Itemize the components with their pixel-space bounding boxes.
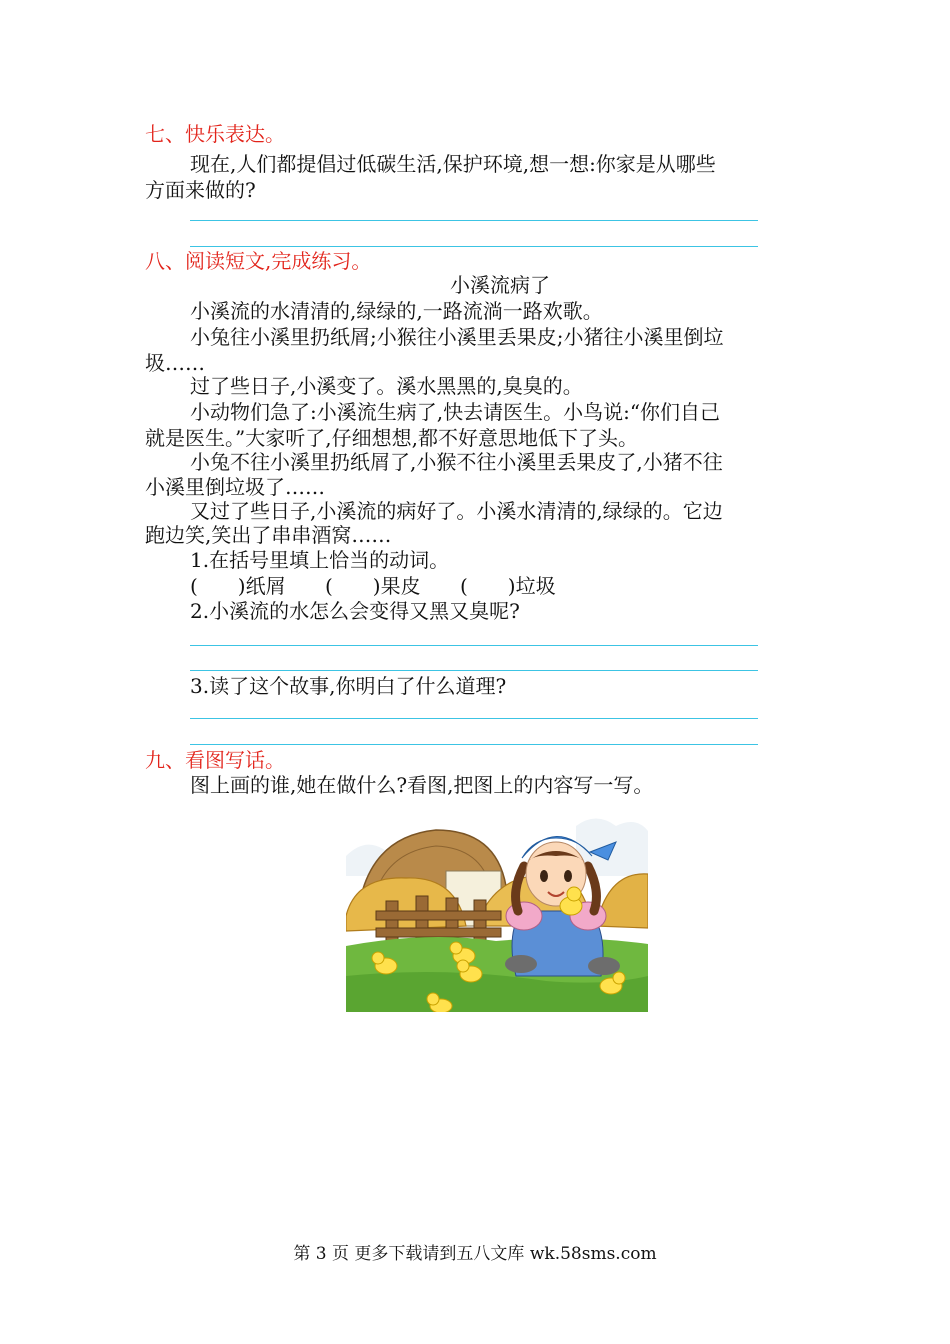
fill-blank-garbage[interactable]: ( )垃圾 <box>460 574 556 598</box>
story-line: 小兔往小溪里扔纸屑;小猴往小溪里丢果皮;小猪往小溪里倒垃 <box>190 325 724 349</box>
fill-blank-fruit-peel[interactable]: ( )果皮 <box>325 574 421 598</box>
story-line: 小溪流的水清清的,绿绿的,一路流淌一路欢歌。 <box>190 299 603 323</box>
page-footer: 第 3 页 更多下载请到五八文库 wk.58sms.com <box>293 1244 657 1264</box>
section-9-prompt: 图上画的谁,她在做什么?看图,把图上的内容写一写。 <box>190 773 654 797</box>
section-8-heading: 八、阅读短文,完成练习。 <box>145 249 372 273</box>
answer-line <box>190 744 758 745</box>
question-1: 1.在括号里填上恰当的动词。 <box>190 548 450 572</box>
fill-blank-paper-scraps[interactable]: ( )纸屑 <box>190 574 286 598</box>
story-title: 小溪流病了 <box>450 273 550 297</box>
section-9-heading: 九、看图写话。 <box>145 748 285 772</box>
question-3: 3.读了这个故事,你明白了什么道理? <box>190 674 507 698</box>
story-line: 过了些日子,小溪变了。溪水黑黑的,臭臭的。 <box>190 374 583 398</box>
answer-line <box>190 220 758 221</box>
story-line: 圾…… <box>145 351 205 375</box>
girl-with-chicks-illustration <box>346 816 648 1012</box>
story-line: 又过了些日子,小溪流的病好了。小溪水清清的,绿绿的。它边 <box>190 499 723 523</box>
answer-line <box>190 670 758 671</box>
section-7-text-line: 现在,人们都提倡过低碳生活,保护环境,想一想:你家是从哪些 <box>190 152 716 176</box>
story-line: 跑边笑,笑出了串串酒窝…… <box>145 523 392 547</box>
answer-line <box>190 718 758 719</box>
story-line: 就是医生。”大家听了,仔细想想,都不好意思地低下了头。 <box>145 426 638 450</box>
story-line: 小动物们急了:小溪流生病了,快去请医生。小鸟说:“你们自己 <box>190 400 721 424</box>
question-2: 2.小溪流的水怎么会变得又黑又臭呢? <box>190 599 520 623</box>
answer-line <box>190 246 758 247</box>
story-line: 小兔不往小溪里扔纸屑了,小猴不往小溪里丢果皮了,小猪不往 <box>190 450 723 474</box>
section-7-text-line: 方面来做的? <box>145 178 256 202</box>
answer-line <box>190 645 758 646</box>
story-line: 小溪里倒垃圾了…… <box>145 475 325 499</box>
section-7-heading: 七、快乐表达。 <box>145 122 285 146</box>
